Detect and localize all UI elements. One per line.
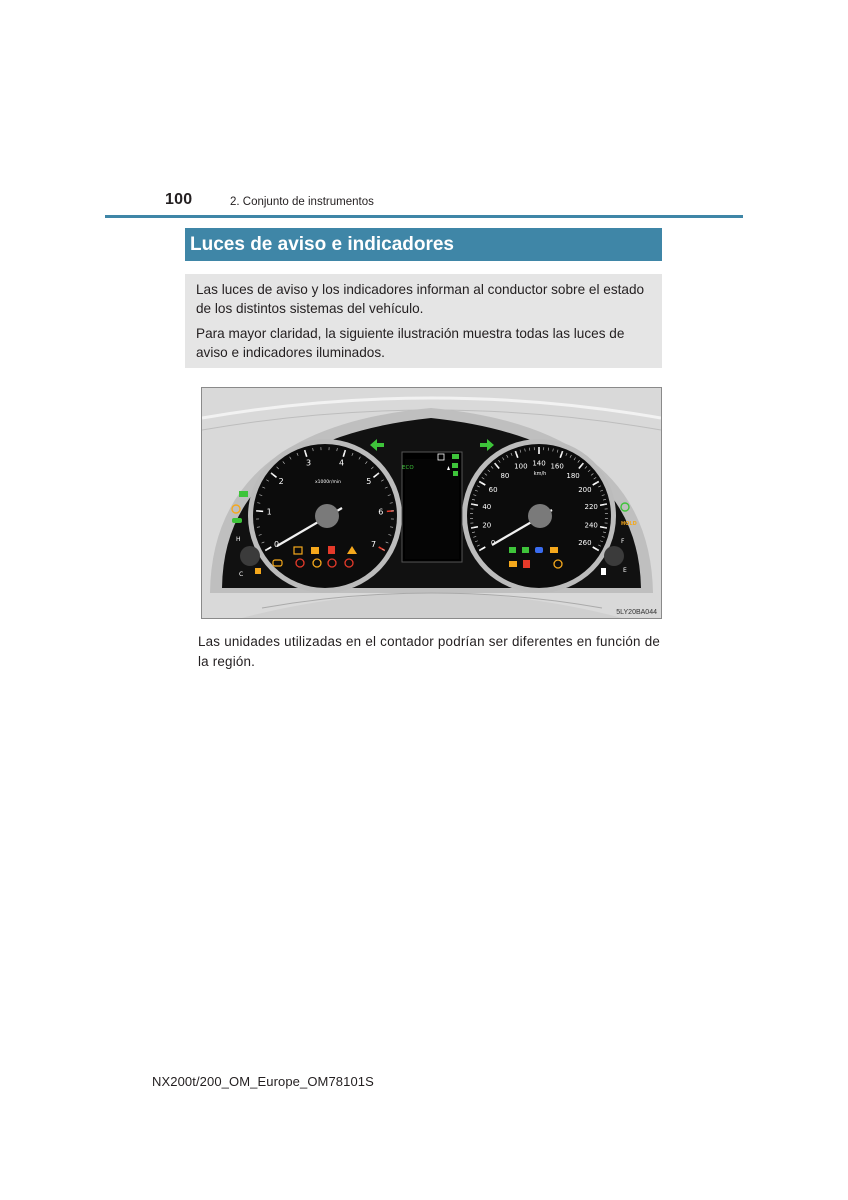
- dial-tick-label: 240: [584, 521, 598, 530]
- dial-tick-label: 80: [500, 471, 510, 480]
- dial-tick-label: 260: [578, 538, 592, 547]
- dial-tick-label: 4: [338, 458, 345, 468]
- front-fog-icon: [509, 547, 516, 553]
- seatbelt-icon: [328, 546, 335, 554]
- intro-paragraph-1: Las luces de aviso y los indicadores informan al conductor sobre el estado de los distintos sistemas del vehículo.: [196, 282, 645, 316]
- dial-tick-label: 7: [370, 539, 377, 549]
- page-number: 100: [165, 191, 193, 208]
- dial-tick-label: 220: [584, 503, 598, 512]
- section-title: Luces de aviso e indicadores: [185, 228, 662, 261]
- fuel-empty-label: E: [623, 567, 627, 574]
- chapter-title: 2. Conjunto de instrumentos: [230, 196, 374, 208]
- master-warning-icon: [311, 547, 319, 554]
- fuel-pump-icon: [601, 568, 606, 575]
- footer-doc-code: NX200t/200_OM_Europe_OM78101S: [152, 1074, 374, 1089]
- header-rule: [105, 215, 743, 218]
- temperature-gauge-hub: [240, 546, 260, 566]
- units-note: Las unidades utilizadas en el contador podrían ser diferentes en función de la región.: [198, 634, 660, 669]
- dial-tick-label: 160: [550, 462, 564, 471]
- fuel-full-label: F: [621, 538, 625, 545]
- tail-light-icon: [522, 547, 529, 553]
- dial-tick-label: 3: [305, 458, 312, 468]
- eco-indicator: ECO: [402, 465, 414, 471]
- dial-tick-label: 5: [366, 476, 372, 486]
- dial-tick-label: 140: [532, 459, 546, 468]
- dial-tick-label: 40: [482, 503, 492, 512]
- temp-cold-label: C: [239, 571, 244, 578]
- rear-fog-icon: [509, 561, 517, 567]
- coolant-temp-icon: [255, 568, 261, 574]
- speedometer-hub: [528, 504, 552, 528]
- dial-tick-label: 2: [278, 476, 284, 486]
- dial-tick-label: 0: [273, 539, 280, 549]
- dial-tick-label: 1: [266, 507, 272, 517]
- dial-tick-label: 6: [378, 507, 384, 517]
- tachometer-unit: x1000r/min: [315, 480, 341, 485]
- tachometer-hub: [315, 504, 339, 528]
- fuel-gauge-hub: [604, 546, 624, 566]
- srs-airbag-icon: [523, 560, 530, 568]
- intro-box: [185, 274, 662, 368]
- dial-tick-label: 60: [488, 485, 498, 494]
- eco-mode-icon: [232, 518, 242, 523]
- dial-tick-label: 200: [578, 485, 592, 494]
- dial-tick-label: 20: [482, 521, 492, 530]
- check-engine-icon: [550, 547, 558, 553]
- temp-hot-label: H: [236, 536, 241, 543]
- instrument-cluster-illustration: [202, 388, 661, 618]
- dial-tick-label: 180: [566, 471, 580, 480]
- hold-indicator: HOLD: [621, 521, 637, 527]
- high-beam-icon: [535, 547, 543, 553]
- instrument-cluster-figure: [201, 387, 662, 619]
- figure-code: 5LY20BA044: [616, 609, 657, 616]
- page-header: [0, 0, 848, 220]
- intro-paragraph-2: Para mayor claridad, la siguiente ilustración muestra todas las luces de aviso e indicadores iluminados.: [196, 326, 625, 360]
- dial-tick-label: 100: [514, 462, 528, 471]
- speedometer-unit: km/h: [533, 471, 547, 477]
- parking-assist-icon: [239, 491, 248, 497]
- dial-tick-label: 0: [490, 538, 496, 547]
